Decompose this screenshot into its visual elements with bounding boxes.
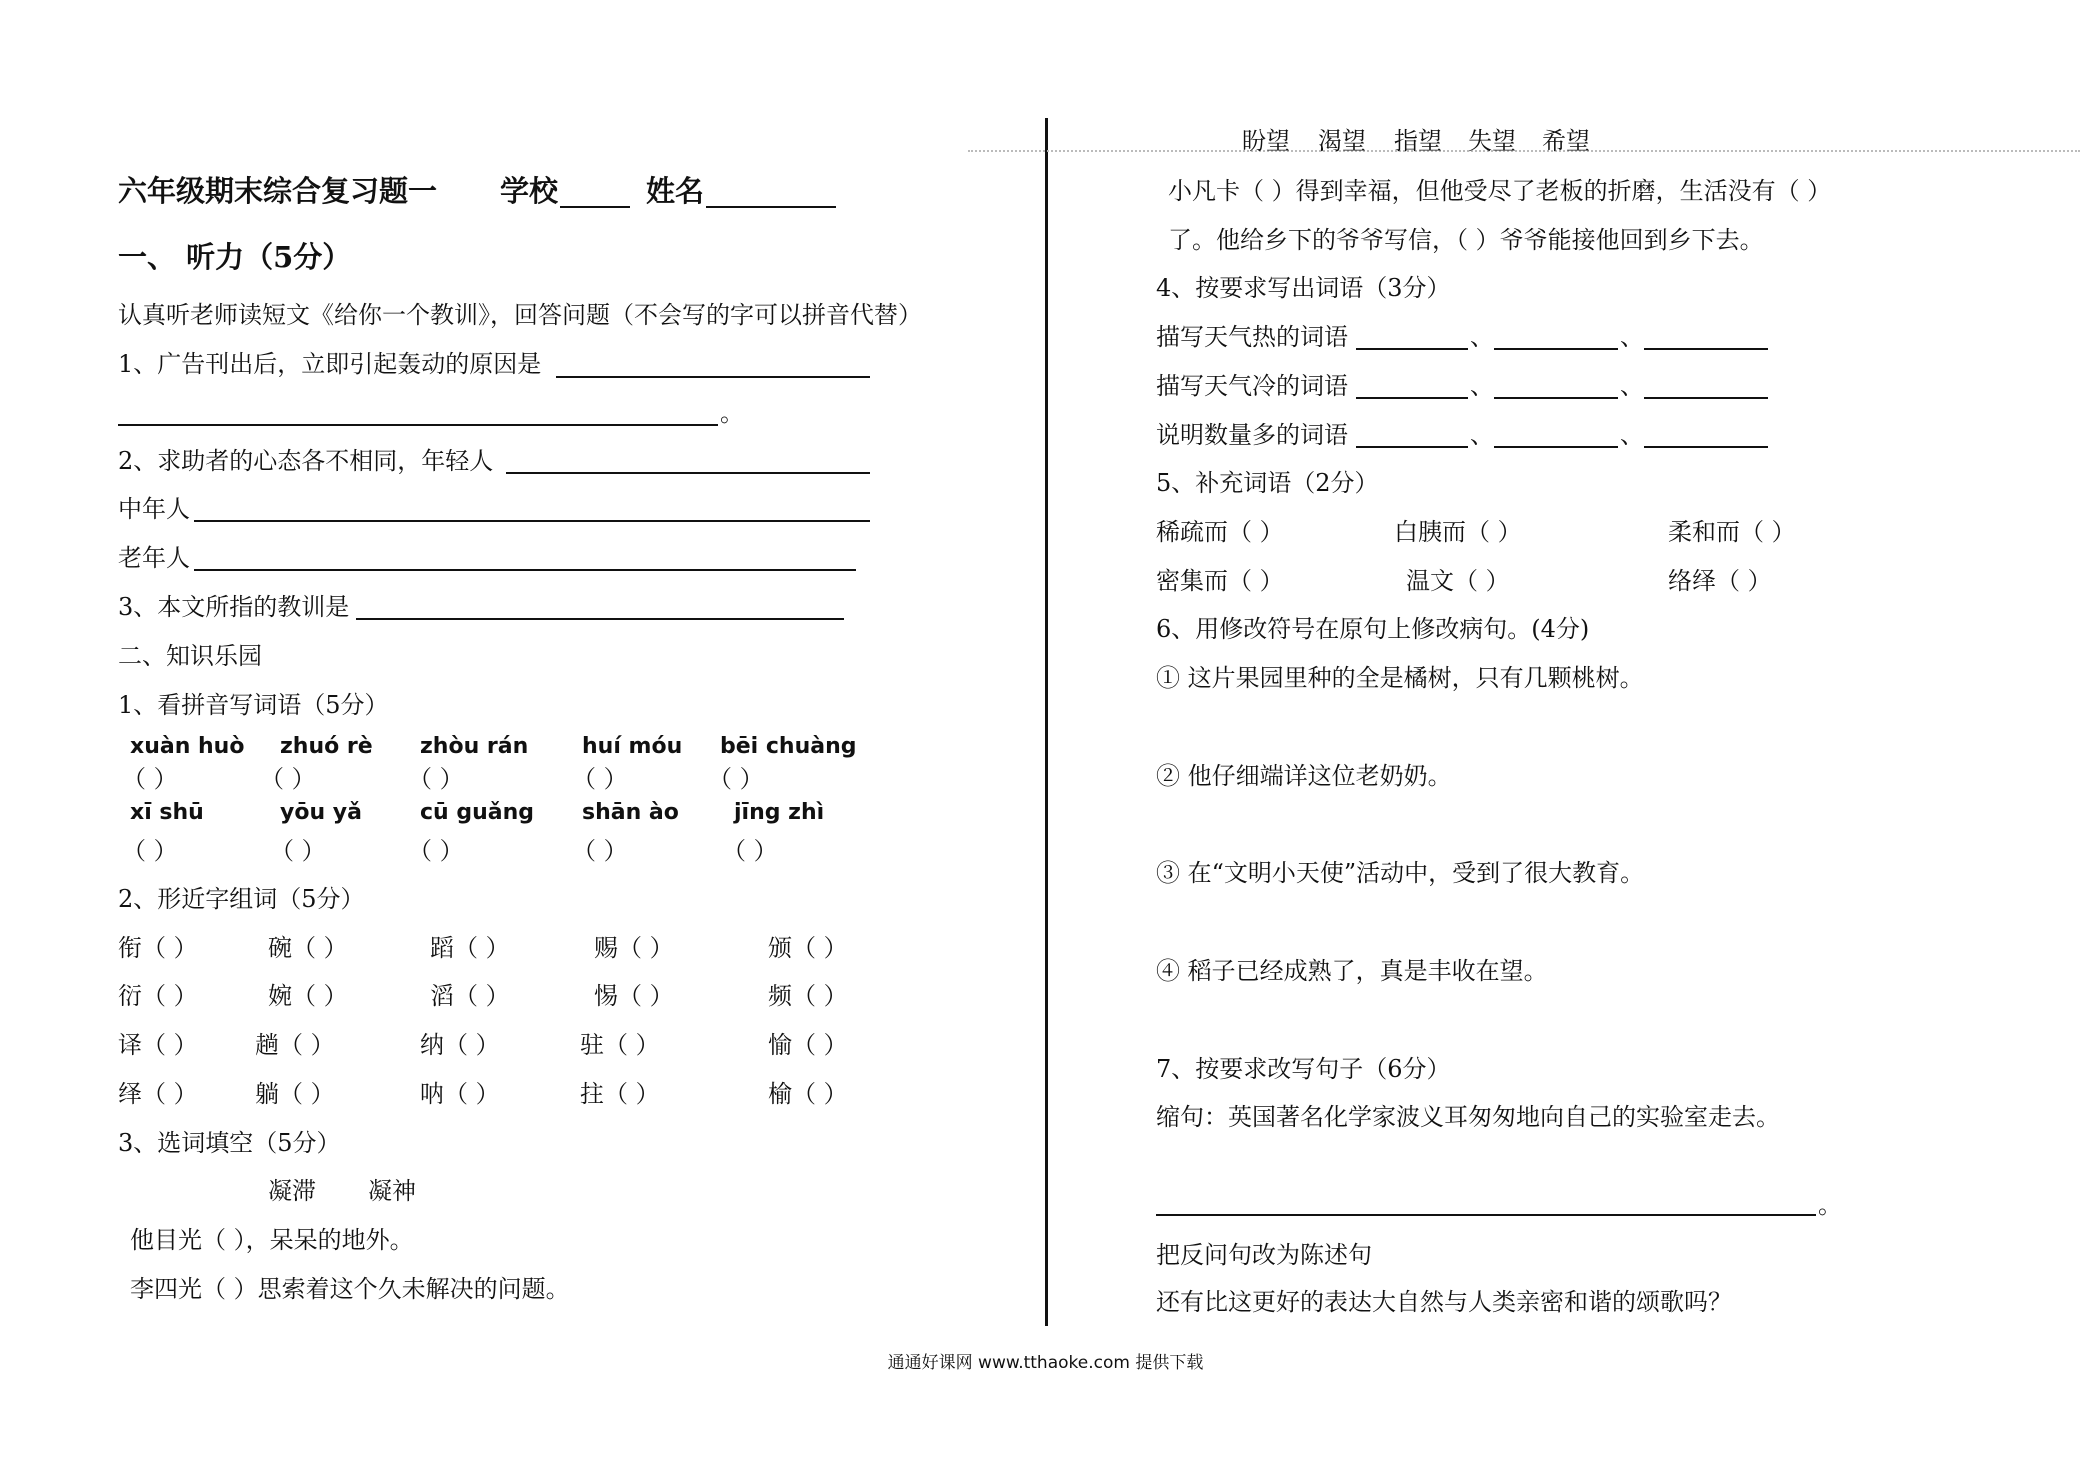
- answer-paren[interactable]: （ ）: [444, 1031, 500, 1059]
- question-3: 3、本文所指的教训是: [118, 593, 350, 621]
- char-item: [118, 933, 198, 963]
- similar-chars-heading: 2、形近字组词（5分）: [118, 885, 365, 913]
- char: 纳: [420, 1031, 444, 1059]
- pinyin-item: shān ào: [582, 800, 679, 825]
- char-item: [580, 1030, 660, 1060]
- char-item: [594, 981, 674, 1011]
- answer-paren[interactable]: （ ）: [260, 765, 316, 793]
- answer-paren[interactable]: （ ）: [618, 982, 674, 1010]
- exam-title: 六年级期末综合复习题一: [118, 174, 438, 208]
- char: 榆: [768, 1080, 792, 1108]
- q5-heading: 5、补充词语（2分）: [1156, 469, 1379, 497]
- q5-item[interactable]: 络绎（ ）: [1668, 567, 1772, 595]
- answer-paren[interactable]: （ ）: [142, 982, 198, 1010]
- answer-paren[interactable]: （ ）: [122, 837, 178, 865]
- char-item: [118, 981, 198, 1011]
- answer-line-2b[interactable]: [194, 520, 870, 522]
- listening-intro: 认真听老师读短文《给你一个教训》，回答问题（不会写的字可以拼音代替）: [118, 301, 922, 329]
- char-item: [118, 1079, 198, 1109]
- char: 驻: [580, 1031, 604, 1059]
- answer-paren[interactable]: （ ）: [792, 1031, 848, 1059]
- answer-line[interactable]: [1494, 348, 1618, 350]
- q5-item[interactable]: 稀疏而（ ）: [1156, 518, 1284, 546]
- char: 衔: [118, 934, 142, 962]
- answer-line[interactable]: [1644, 348, 1768, 350]
- question-1: 1、广告刊出后，立即引起轰动的原因是: [118, 350, 542, 378]
- q7-heading: 7、按要求改写句子（6分）: [1156, 1055, 1451, 1083]
- q5-item[interactable]: 密集而（ ）: [1156, 567, 1284, 595]
- name-label: 姓名: [646, 174, 705, 208]
- char: 蹈: [430, 934, 454, 962]
- answer-paren[interactable]: （ ）: [454, 982, 510, 1010]
- separator: 、: [1620, 323, 1644, 351]
- answer-line[interactable]: [1494, 446, 1618, 448]
- word-option: 凝神: [368, 1177, 416, 1205]
- char-item: [268, 933, 348, 963]
- char: 颁: [768, 934, 792, 962]
- answer-line-2a[interactable]: [506, 472, 870, 474]
- answer-paren[interactable]: （ ）: [142, 1031, 198, 1059]
- school-field[interactable]: [560, 206, 630, 208]
- char-item: [768, 1030, 848, 1060]
- pinyin-item: yōu yǎ: [280, 800, 362, 825]
- q4-item: 描写天气冷的词语: [1156, 372, 1348, 400]
- char-item: [430, 933, 510, 963]
- word-bank-item: 盼望: [1242, 127, 1290, 155]
- char: 滔: [430, 982, 454, 1010]
- q5-item[interactable]: 温文（ ）: [1406, 567, 1510, 595]
- separator: 、: [1470, 421, 1494, 449]
- pinyin-item: xī shū: [130, 800, 204, 825]
- answer-line[interactable]: [1644, 446, 1768, 448]
- char-item: [118, 1030, 198, 1060]
- answer-paren[interactable]: （ ）: [408, 765, 464, 793]
- separator: 、: [1470, 372, 1494, 400]
- answer-line-1a[interactable]: [556, 376, 870, 378]
- char: 译: [118, 1031, 142, 1059]
- char-item: [580, 1079, 660, 1109]
- middle-aged-label: 中年人: [118, 495, 190, 523]
- fill-sentence-1: 他目光（ ），呆呆的地外。: [130, 1226, 414, 1254]
- column-divider: [1045, 118, 1048, 1326]
- answer-paren[interactable]: （ ）: [604, 1080, 660, 1108]
- answer-paren[interactable]: （ ）: [444, 1080, 500, 1108]
- pinyin-item: jīng zhì: [734, 800, 825, 825]
- section-2-heading: 二、知识乐园: [118, 642, 262, 670]
- answer-paren[interactable]: （ ）: [792, 1080, 848, 1108]
- answer-line[interactable]: [1356, 446, 1468, 448]
- q6-sentence: ① 这片果园里种的全是橘树，只有几颗桃树。: [1156, 664, 1644, 692]
- answer-line[interactable]: [1494, 397, 1618, 399]
- answer-line[interactable]: [1156, 1214, 1816, 1216]
- q6-sentence: ② 他仔细端详这位老奶奶。: [1156, 762, 1452, 790]
- char: 拄: [580, 1080, 604, 1108]
- char: 碗: [268, 934, 292, 962]
- period: 。: [720, 399, 744, 427]
- answer-paren[interactable]: （ ）: [292, 934, 348, 962]
- char: 赐: [594, 934, 618, 962]
- answer-paren[interactable]: （ ）: [279, 1080, 335, 1108]
- footer-credit: 通通好课网 www.tthaoke.com 提供下载: [887, 1353, 1204, 1373]
- answer-paren[interactable]: （ ）: [792, 934, 848, 962]
- char: 频: [768, 982, 792, 1010]
- answer-paren[interactable]: （ ）: [708, 765, 764, 793]
- q5-item[interactable]: 白胰而（ ）: [1394, 518, 1522, 546]
- school-label: 学校: [500, 174, 559, 208]
- answer-paren[interactable]: （ ）: [618, 934, 674, 962]
- pinyin-heading: 1、看拼音写词语（5分）: [118, 691, 389, 719]
- char-item: [420, 1079, 500, 1109]
- q4-heading: 4、按要求写出词语（3分）: [1156, 274, 1451, 302]
- q7-rhetorical-sentence: 还有比这更好的表达大自然与人类亲密和谐的颂歌吗？: [1156, 1288, 1732, 1316]
- char-item: [255, 1030, 335, 1060]
- word-bank-item: 指望: [1394, 127, 1442, 155]
- char: 趟: [255, 1031, 279, 1059]
- answer-paren[interactable]: （ ）: [142, 1080, 198, 1108]
- word-option: 凝滞: [268, 1177, 316, 1205]
- answer-line[interactable]: [1644, 397, 1768, 399]
- answer-paren[interactable]: （ ）: [142, 934, 198, 962]
- separator: 、: [1620, 421, 1644, 449]
- name-field[interactable]: [706, 206, 836, 208]
- q4-item: 描写天气热的词语: [1156, 323, 1348, 351]
- question-2: 2、求助者的心态各不相同，年轻人: [118, 447, 494, 475]
- char: 惕: [594, 982, 618, 1010]
- char: 躺: [255, 1080, 279, 1108]
- pinyin-item: zhòu rán: [420, 734, 529, 759]
- answer-paren[interactable]: （ ）: [604, 1031, 660, 1059]
- char-item: [255, 1079, 335, 1109]
- q7-shrink-sentence: 缩句：英国著名化学家波义耳匆匆地向自己的实验室走去。: [1156, 1103, 1780, 1131]
- answer-line[interactable]: [1356, 397, 1468, 399]
- answer-paren[interactable]: （ ）: [722, 837, 778, 865]
- answer-line-3[interactable]: [356, 618, 844, 620]
- fill-sentence-3: 小凡卡（ ）得到幸福，但他受尽了老板的折磨，生活没有（ ）: [1168, 177, 1832, 205]
- q6-sentence: ④ 稻子已经成熟了，真是丰收在望。: [1156, 957, 1548, 985]
- answer-paren[interactable]: （ ）: [122, 765, 178, 793]
- q5-item[interactable]: 柔和而（ ）: [1668, 518, 1796, 546]
- answer-paren[interactable]: （ ）: [270, 837, 326, 865]
- pinyin-item: zhuó rè: [280, 734, 373, 759]
- separator: 、: [1470, 323, 1494, 351]
- q4-item: 说明数量多的词语: [1156, 421, 1348, 449]
- elderly-label: 老年人: [118, 544, 190, 572]
- q7-rhetorical-instruction: 把反问句改为陈述句: [1156, 1241, 1372, 1269]
- pinyin-item: huí móu: [582, 734, 683, 759]
- answer-paren[interactable]: （ ）: [279, 1031, 335, 1059]
- period: 。: [1818, 1191, 1842, 1219]
- separator: 、: [1620, 372, 1644, 400]
- char-item: [768, 981, 848, 1011]
- fill-sentence-4: 了。他给乡下的爷爷写信，（ ）爷爷能接他回到乡下去。: [1168, 226, 1764, 254]
- q6-sentence: ③ 在“文明小天使”活动中，受到了很大教育。: [1156, 859, 1645, 887]
- answer-paren[interactable]: （ ）: [292, 982, 348, 1010]
- char-item: [430, 981, 510, 1011]
- pinyin-item: bēi chuàng: [720, 734, 857, 759]
- char: 婉: [268, 982, 292, 1010]
- pinyin-item: cū guǎng: [420, 800, 535, 825]
- char-item: [420, 1030, 500, 1060]
- answer-paren[interactable]: （ ）: [792, 982, 848, 1010]
- answer-line[interactable]: [1356, 348, 1468, 350]
- char: 绎: [118, 1080, 142, 1108]
- answer-line-2c[interactable]: [194, 569, 856, 571]
- fill-heading: 3、选词填空（5分）: [118, 1129, 341, 1157]
- char-item: [268, 981, 348, 1011]
- answer-paren[interactable]: （ ）: [572, 837, 628, 865]
- char-item: [768, 1079, 848, 1109]
- pinyin-item: xuàn huò: [130, 734, 245, 759]
- char: 愉: [768, 1031, 792, 1059]
- char: 呐: [420, 1080, 444, 1108]
- answer-paren[interactable]: （ ）: [454, 934, 510, 962]
- word-bank-item: 希望: [1542, 127, 1590, 155]
- answer-paren[interactable]: （ ）: [408, 837, 464, 865]
- section-1-heading: 一、 听力（5分）: [118, 240, 352, 274]
- char-item: [768, 933, 848, 963]
- word-bank-item: 失望: [1468, 127, 1516, 155]
- dotted-guide: [968, 150, 2080, 152]
- answer-line-1b[interactable]: [118, 424, 718, 426]
- answer-paren[interactable]: （ ）: [572, 765, 628, 793]
- word-bank-item: 渴望: [1318, 127, 1366, 155]
- char-item: [594, 933, 674, 963]
- q6-heading: 6、用修改符号在原句上修改病句。(4分): [1156, 615, 1590, 643]
- char: 衍: [118, 982, 142, 1010]
- fill-sentence-2: 李四光（ ）思索着这个久未解决的问题。: [130, 1275, 570, 1303]
